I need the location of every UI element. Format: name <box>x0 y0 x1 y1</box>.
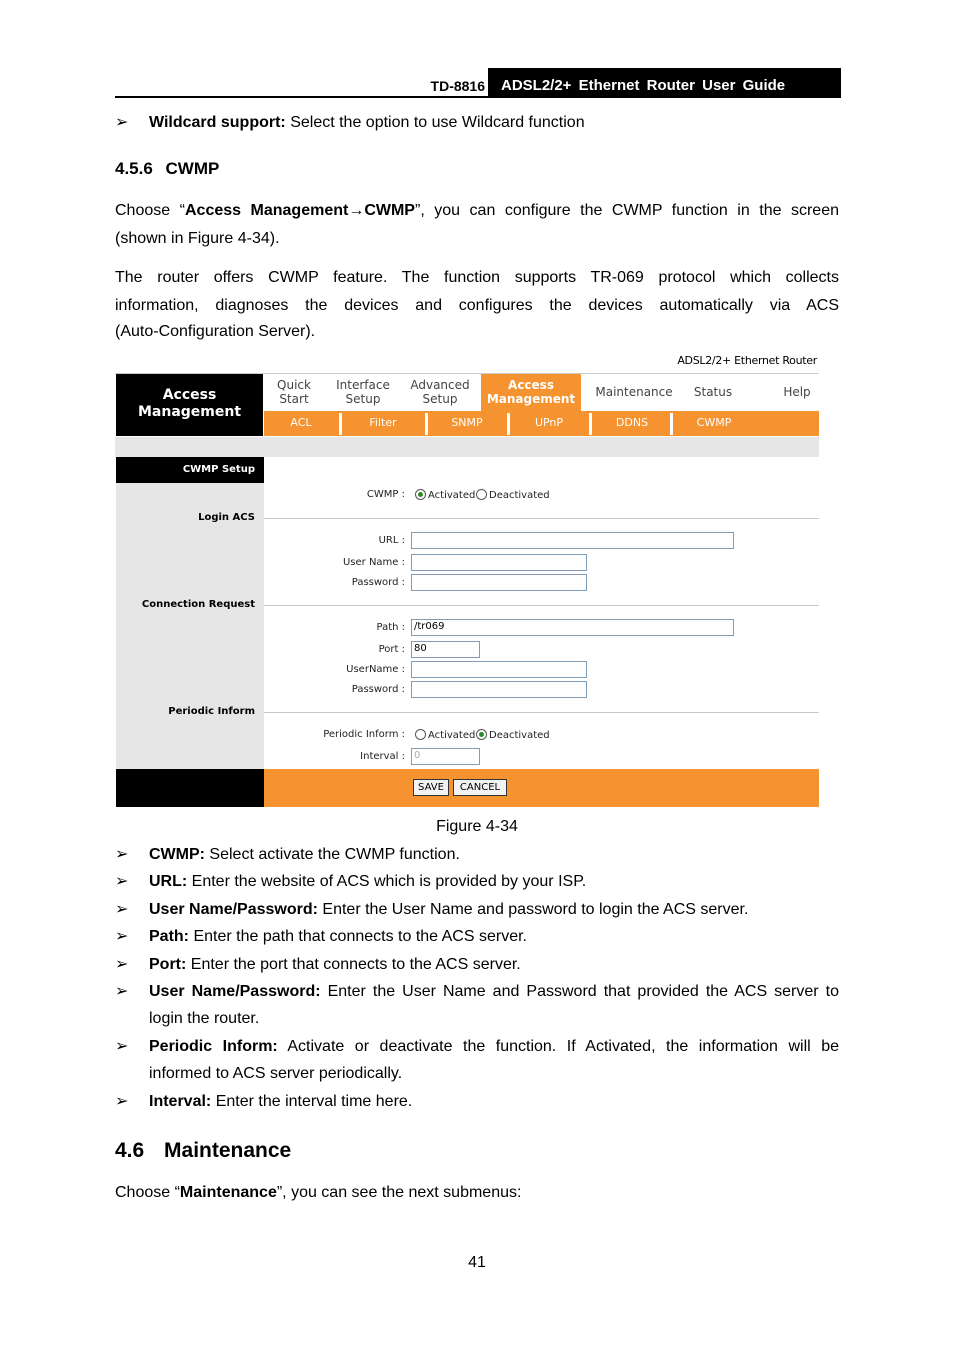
password-label: Password : <box>351 577 405 588</box>
menu-interface-setup[interactable]: Interface Setup <box>336 378 390 406</box>
radio-unselected-icon <box>415 729 426 740</box>
cwmp-deactivated-radio[interactable]: Deactivated <box>476 489 550 501</box>
cr-username-label: UserName : <box>346 664 405 675</box>
arrow-bullet-icon: ➢ <box>115 873 129 890</box>
section-heading-cwmp: 4.5.6 CWMP <box>115 159 220 178</box>
cancel-button[interactable]: CANCEL <box>453 779 507 796</box>
spacer-bar <box>115 437 819 457</box>
save-button[interactable]: SAVE <box>413 779 449 796</box>
footer-left <box>116 769 264 807</box>
page-number: 41 <box>468 1254 486 1271</box>
cr-password-input[interactable] <box>411 681 587 698</box>
arrow-bullet-icon: ➢ <box>115 956 129 973</box>
interval-input[interactable]: 0 <box>411 748 480 765</box>
port-label: Port : <box>378 644 405 655</box>
arrow-bullet-icon: ➢ <box>115 983 129 1000</box>
paragraph-maintenance: Choose “Maintenance”, you can see the next submenus: <box>115 1184 522 1201</box>
username-input[interactable] <box>411 554 587 571</box>
list-item: ➢ User Name/Password: Enter the User Name and Password that provided the ACS server to login the router. <box>115 982 839 1032</box>
divider <box>264 518 819 519</box>
footer-bar <box>264 769 819 807</box>
periodic-activated-radio[interactable]: Activated <box>415 729 475 741</box>
divider <box>264 712 819 713</box>
list-item: ➢ Wildcard support: Select the option to use Wildcard function <box>115 114 585 131</box>
list-item: ➢ CWMP: Select activate the CWMP function. <box>115 846 460 863</box>
radio-selected-icon <box>415 489 426 500</box>
submenu-divider <box>339 413 342 435</box>
list-item: ➢ Path: Enter the path that connects to the ACS server. <box>115 928 527 945</box>
path-label: Path : <box>376 622 405 633</box>
group-connection-request: Connection Request <box>141 599 255 610</box>
path-input[interactable]: /tr069 <box>411 619 734 636</box>
menu-quick-start[interactable]: Quick Start <box>277 378 311 406</box>
submenu-divider <box>670 413 673 435</box>
arrow-bullet-icon: ➢ <box>115 1093 129 1110</box>
arrow-bullet-icon: ➢ <box>115 846 129 863</box>
submenu-ddns[interactable]: DDNS <box>615 416 649 429</box>
submenu-filter[interactable]: Filter <box>369 416 397 429</box>
left-column <box>116 457 264 769</box>
arrow-bullet-icon: ➢ <box>115 928 129 945</box>
arrow-bullet-icon: ➢ <box>115 901 129 918</box>
cr-username-input[interactable] <box>411 661 587 678</box>
periodic-inform-label: Periodic Inform : <box>323 729 405 740</box>
arrow-bullet-icon: ➢ <box>115 114 129 131</box>
page-header <box>115 68 841 98</box>
port-input[interactable]: 80 <box>411 641 480 658</box>
cr-password-label: Password : <box>351 684 405 695</box>
periodic-deactivated-radio[interactable]: Deactivated <box>476 729 550 741</box>
group-login-acs: Login ACS <box>198 512 255 523</box>
url-label: URL : <box>378 535 405 546</box>
paragraph-description: The router offers CWMP feature. The function supports TR-069 protocol which collects information, diagnoses the devices and configures the devices automatically via ACS (Auto-Configuration Server). <box>115 269 839 340</box>
cwmp-label: CWMP : <box>366 489 405 500</box>
menu-status[interactable]: Status <box>693 385 733 399</box>
section-heading-maintenance: 4.6 Maintenance <box>115 1139 292 1162</box>
header-model: TD-8816 <box>430 78 485 94</box>
submenu-snmp[interactable]: SNMP <box>451 416 483 429</box>
menu-access-management[interactable]: Access Management <box>481 374 581 411</box>
interval-label: Interval : <box>360 751 405 762</box>
figure-caption: Figure 4-34 <box>436 818 518 835</box>
password-input[interactable] <box>411 574 587 591</box>
menu-advanced-setup[interactable]: Advanced Setup <box>410 378 470 406</box>
list-item: ➢ Port: Enter the port that connects to the ACS server. <box>115 956 521 973</box>
paragraph-choose: Choose “Access Management→CWMP”, you can configure the CWMP function in the screen (shown in Figure 4-34). <box>115 202 840 247</box>
submenu-upnp[interactable]: UPnP <box>534 416 564 429</box>
menu-maintenance[interactable]: Maintenance <box>595 385 673 399</box>
cwmp-activated-radio[interactable]: Activated <box>415 489 475 501</box>
router-section-title: Access Management <box>116 374 263 436</box>
list-item: ➢ URL: Enter the website of ACS which is provided by your ISP. <box>115 873 587 890</box>
arrow-bullet-icon: ➢ <box>115 1038 129 1055</box>
menu-help[interactable]: Help <box>783 385 811 399</box>
radio-unselected-icon <box>476 489 487 500</box>
router-screenshot <box>115 353 819 807</box>
url-input[interactable] <box>411 532 734 549</box>
radio-selected-icon <box>476 729 487 740</box>
list-item: ➢ User Name/Password: Enter the User Name and password to login the ACS server. <box>115 901 749 918</box>
username-label: User Name : <box>342 557 405 568</box>
cwmp-setup-header: CWMP Setup <box>116 457 264 483</box>
group-periodic-inform: Periodic Inform <box>168 706 255 717</box>
router-brand: ADSL2/2+ Ethernet Router <box>677 354 817 367</box>
header-title: ADSL2/2+ Ethernet Router User Guide <box>488 68 841 98</box>
list-item: ➢ Periodic Inform: Activate or deactivate the function. If Activated, the information will be informed to ACS server periodically. <box>115 1037 839 1087</box>
divider <box>264 605 819 606</box>
list-item: ➢ Interval: Enter the interval time here. <box>115 1093 413 1110</box>
submenu-acl[interactable]: ACL <box>290 416 312 429</box>
submenu-cwmp[interactable]: CWMP <box>696 416 732 429</box>
